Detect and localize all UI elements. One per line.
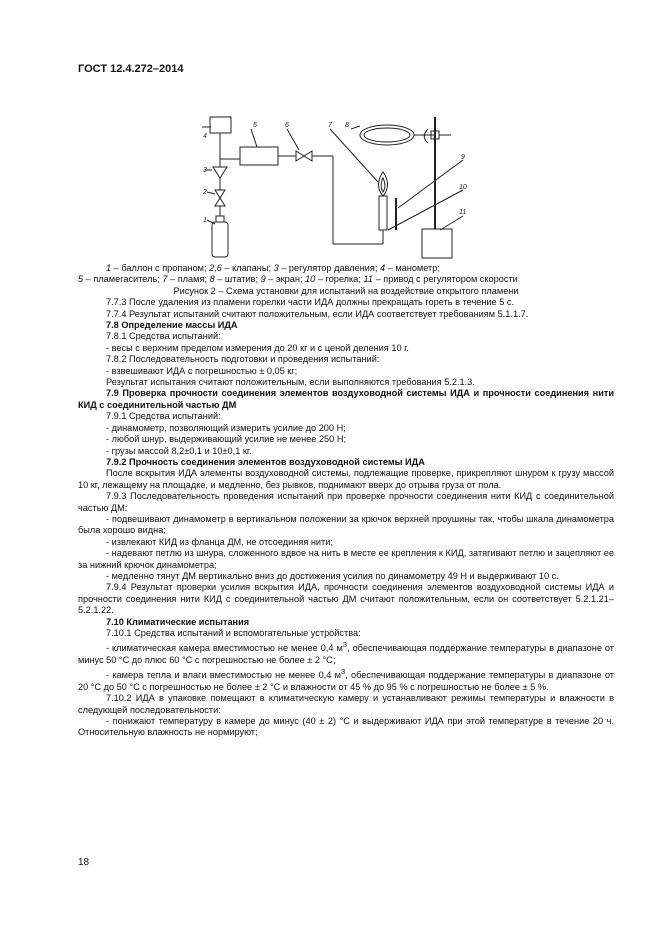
list-item: - взвешивают ИДА с погрешностью ± 0,05 кг; <box>106 365 298 376</box>
burner-shape <box>379 196 387 230</box>
paragraph-7-8-result: Результат испытания считают положительным, если выполняются требования 5.2.1.3. <box>106 377 475 388</box>
list-item: - надевают петлю из шнура, сложенного вдвое на нить в месте ее крепления к КИД, затягивают петлю и зацепляют ее за нижний крючок динамометра; <box>78 548 614 570</box>
paragraph-7-8-2: 7.8.2 Последовательность подготовки и проведения испытаний: <box>106 354 380 365</box>
legend-text: – пламегаситель; <box>83 274 163 285</box>
propane-cylinder-shape <box>212 222 228 257</box>
legend-text: – экран; <box>265 274 306 285</box>
diagram-label-5: 5 <box>253 122 257 129</box>
legend-num: 7 <box>162 274 168 285</box>
paragraph-7-7-4: 7.7.4 Результат испытаний считают положительным, если ИДА соответствует требованиям 5.1.1.7. <box>106 308 529 319</box>
paragraph-7-9-3: 7.9.3 Последовательность проведения испытаний при проверке прочности соединения нити КИД с соединительной частью ДМ: <box>78 491 614 513</box>
diagram-label-9: 9 <box>461 154 465 161</box>
legend-text: – клапаны; <box>221 263 274 273</box>
legend-num: 8 <box>209 274 215 285</box>
diagram-label-1: 1 <box>203 217 207 224</box>
paragraph-7-7-3: 7.7.3 После удаления из пламени горелки части ИДА должны прекращать гореть в течение 5 с. <box>106 297 515 308</box>
text-part: , обеспечивающая поддержание температуры в диапазоне от минус 50 °С до плюс 60 °С с погрешностью не более ± 2 °С; <box>78 643 615 665</box>
legend-text: – штатив; <box>214 274 261 285</box>
legend-num: 4 <box>379 263 386 273</box>
paragraph-7-9-2: После вскрытия ИДА элементы воздуховодной системы, подлежащие проверке, прикрепляют шнуром к грузу массой 10 кг, лежащему на площадке, и медленно, без рывков, поднимают вверх до отрыва груза от пола. <box>78 468 614 490</box>
superscript: 3 <box>342 640 348 650</box>
diagram-label-7: 7 <box>328 122 332 129</box>
diagram-label-2: 2 <box>203 189 207 196</box>
diagram-label-4: 4 <box>203 133 207 140</box>
list-item: - весы с верхним пределом измерения до 20 кг и с ценой деления 10 г. <box>106 342 409 353</box>
list-item <box>78 666 614 693</box>
legend-num: 5 <box>78 274 84 285</box>
legend-text: – привод с регулятором скорости <box>373 274 518 285</box>
text-part: - климатическая камера вместимостью не менее 0,4 м <box>106 643 343 654</box>
document-header: ГОСТ 12.4.272–2014 <box>78 63 184 75</box>
paragraph-7-8-1: 7.8.1 Средства испытаний: <box>106 331 221 342</box>
legend-text: – пламя; <box>167 274 210 285</box>
heading-7-9: 7.9 Проверка прочности соединения элементов воздуховодной системы ИДА и прочности соединения нити КИД с соединительной частью ДМ <box>78 388 614 410</box>
list-item: - любой шнур, выдерживающий усилие не менее 250 Н; <box>106 434 347 445</box>
list-item: - подвешивают динамометр в вертикальном положении за крючок верхней проушины так, чтобы шкала динамометра была хорошо видна; <box>78 513 614 536</box>
superscript: 3 <box>340 667 346 677</box>
document-body <box>78 263 614 739</box>
diagram-label-8: 8 <box>345 122 349 129</box>
diagram-label-11: 11 <box>459 209 467 216</box>
flame-arrester-shape <box>240 147 278 165</box>
list-item: - динамометр, позволяющий измерить усилие до 200 Н; <box>106 422 346 433</box>
legend-num: 9 <box>260 274 266 285</box>
valve-6-shape <box>296 151 312 161</box>
list-item <box>78 639 614 666</box>
page-number: 18 <box>78 857 90 868</box>
text-part: , обеспечивающая поддержание температуры в диапазоне от 20 °С до 50 °С с погрешностью не более ± 2 °С и влажности от 45 % до 95 % с погрешностью не более ± 5 %. <box>78 670 614 692</box>
legend-num: 10 <box>305 274 316 285</box>
legend-text: – баллон с пропаном; <box>111 263 210 273</box>
heading-7-8: 7.8 Определение массы ИДА <box>106 320 238 331</box>
manometer-shape <box>210 117 231 133</box>
diagram-label-3: 3 <box>203 167 207 174</box>
heading-7-10: 7.10 Климатические испытания <box>106 616 250 627</box>
heading-7-9-2: 7.9.2 Прочность соединения элементов воздуховодной системы ИДА <box>106 456 425 467</box>
diagram-label-6: 6 <box>285 122 289 129</box>
figure-legend-line-2 <box>78 274 614 285</box>
legend-num: 3 <box>273 263 279 273</box>
valve-2-shape <box>215 190 225 206</box>
paragraph-7-10-2: 7.10.2 ИДА в упаковке помещают в климатическую камеру и устанавливают режимы температуры и влажности в следующей последовательности: <box>78 693 614 715</box>
legend-text: – манометр; <box>385 263 440 273</box>
legend-text: – горелка; <box>315 274 364 285</box>
legend-num: 1 <box>106 263 112 273</box>
list-item: - извлекают КИД из фланца ДМ, не отсоединяя нити; <box>106 536 333 547</box>
legend-num: 2,6 <box>209 263 222 273</box>
paragraph-7-9-4: 7.9.4 Результат проверки усилия вскрытия ИДА, прочности соединения элементов воздуховодной системы ИДА и прочности соединения нити КИД с соединительной частью ДМ считают положительным, если он соответствует 5.2.1.21–5.2.1.22. <box>78 582 614 616</box>
drive-unit-shape <box>422 229 452 258</box>
text-part: - камера тепла и влаги вместимостью не менее 0,4 м <box>106 670 341 681</box>
legend-text: – регулятор давления; <box>278 263 380 273</box>
pressure-regulator-shape <box>213 167 227 178</box>
figure-caption: Рисунок 2 – Схема установки для испытаний на воздействие открытого пламени <box>173 285 519 296</box>
diagram-label-10: 10 <box>459 184 467 191</box>
list-item: - медленно тянут ДМ вертикально вниз до достижения усилия по динамометру 49 Н и выдерживают 10 с. <box>106 570 559 581</box>
figure-legend-line-1 <box>78 263 614 274</box>
list-item: - понижают температуру в камере до минус (40 ± 2) °С и выдерживают ИДА при этой температуре в течение 20 ч. Относительную влажность не нормируют; <box>78 715 614 738</box>
list-item: - грузы массой 8,2±0,1 и 10±0,1 кг. <box>106 445 252 456</box>
paragraph-7-10-1: 7.10.1 Средства испытаний и вспомогательные устройства: <box>106 628 361 638</box>
test-setup-diagram <box>195 112 485 260</box>
paragraph-7-9-1: 7.9.1 Средства испытаний: <box>106 411 221 422</box>
legend-num: 11 <box>363 274 374 285</box>
